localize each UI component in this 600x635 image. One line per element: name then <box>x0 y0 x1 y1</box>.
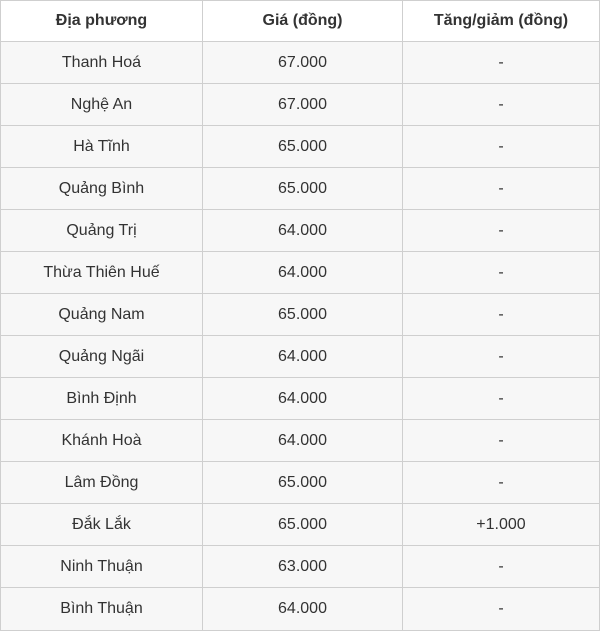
cell-change: - <box>403 462 600 504</box>
cell-region: Lâm Đồng <box>1 462 203 504</box>
table-row <box>1 42 600 84</box>
table-row <box>1 252 600 294</box>
cell-region: Quảng Trị <box>1 210 203 252</box>
table-header <box>1 1 600 42</box>
cell-price: 64.000 <box>203 336 403 378</box>
cell-change: - <box>403 126 600 168</box>
table-row <box>1 294 600 336</box>
table-row <box>1 84 600 126</box>
table-body <box>1 42 600 631</box>
cell-change: - <box>403 42 600 84</box>
cell-price: 65.000 <box>203 168 403 210</box>
cell-region: Quảng Nam <box>1 294 203 336</box>
cell-region: Bình Thuận <box>1 588 203 631</box>
header-price: Giá (đồng) <box>203 1 403 42</box>
cell-region: Bình Định <box>1 378 203 420</box>
table-row <box>1 336 600 378</box>
cell-price: 65.000 <box>203 294 403 336</box>
cell-change: - <box>403 168 600 210</box>
cell-change: - <box>403 210 600 252</box>
cell-price: 63.000 <box>203 546 403 588</box>
cell-region: Nghệ An <box>1 84 203 126</box>
cell-price: 64.000 <box>203 252 403 294</box>
cell-region: Đắk Lắk <box>1 504 203 546</box>
table-row <box>1 126 600 168</box>
table-row <box>1 588 600 631</box>
cell-change: - <box>403 252 600 294</box>
cell-price: 64.000 <box>203 210 403 252</box>
table-row <box>1 462 600 504</box>
table-row <box>1 504 600 546</box>
cell-price: 67.000 <box>203 84 403 126</box>
cell-region: Khánh Hoà <box>1 420 203 462</box>
cell-change: - <box>403 336 600 378</box>
header-change: Tăng/giảm (đồng) <box>403 1 600 42</box>
cell-change: - <box>403 84 600 126</box>
cell-price: 65.000 <box>203 126 403 168</box>
table-row <box>1 210 600 252</box>
cell-price: 67.000 <box>203 42 403 84</box>
cell-region: Thừa Thiên Huế <box>1 252 203 294</box>
cell-price: 65.000 <box>203 462 403 504</box>
table-row <box>1 168 600 210</box>
header-row <box>1 1 600 42</box>
cell-price: 64.000 <box>203 420 403 462</box>
cell-region: Ninh Thuận <box>1 546 203 588</box>
table-row <box>1 378 600 420</box>
cell-change: +1.000 <box>403 504 600 546</box>
cell-change: - <box>403 588 600 631</box>
cell-region: Quảng Ngãi <box>1 336 203 378</box>
cell-region: Thanh Hoá <box>1 42 203 84</box>
cell-region: Hà Tĩnh <box>1 126 203 168</box>
cell-change: - <box>403 546 600 588</box>
cell-price: 64.000 <box>203 588 403 631</box>
table-row <box>1 546 600 588</box>
cell-price: 64.000 <box>203 378 403 420</box>
cell-change: - <box>403 294 600 336</box>
cell-region: Quảng Bình <box>1 168 203 210</box>
table-row <box>1 420 600 462</box>
cell-change: - <box>403 378 600 420</box>
header-region: Địa phương <box>1 1 203 42</box>
cell-price: 65.000 <box>203 504 403 546</box>
cell-change: - <box>403 420 600 462</box>
